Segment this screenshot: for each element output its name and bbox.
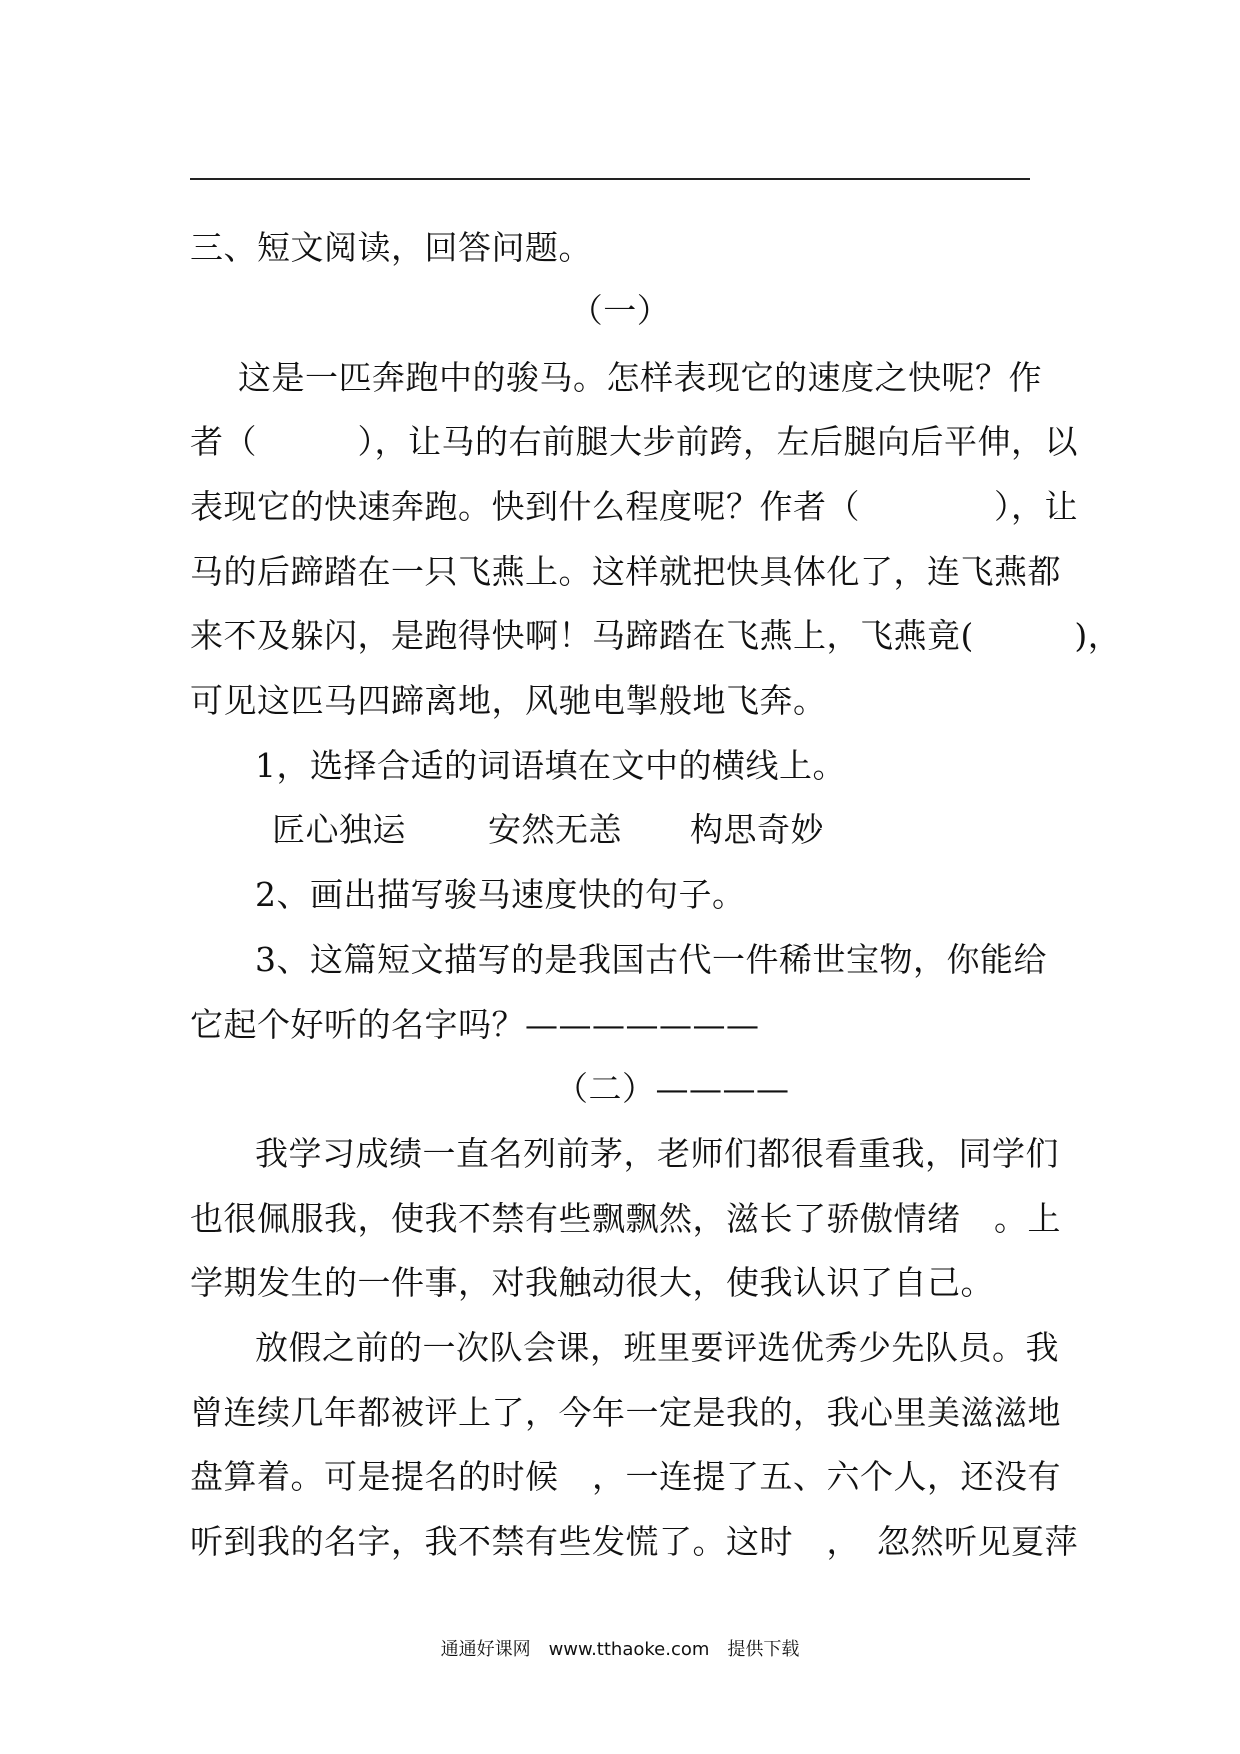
- passage-two-line-4: 放假之前的一次队会课，班里要评选优秀少先队员。我: [255, 1328, 1059, 1367]
- question-3-line-2: 它起个好听的名字吗？———————: [190, 1005, 760, 1044]
- passage-two-line-1: 我学习成绩一直名列前茅，老师们都很看重我，同学们: [255, 1134, 1059, 1173]
- word-choice-2: 安然无恙: [488, 810, 622, 849]
- word-choice-3: 构思奇妙: [690, 810, 824, 849]
- passage-two-line-7: 听到我的名字，我不禁有些发慌了。这时 ， 忽然听见夏萍: [190, 1522, 1078, 1561]
- passage-one-line-6: 可见这匹马四蹄离地，风驰电掣般地飞奔。: [190, 681, 827, 720]
- passage-two-line-3: 学期发生的一件事，对我触动很大，使我认识了自己。: [190, 1263, 994, 1302]
- passage-one-line-2: 者（ ），让马的右前腿大步前跨，左后腿向后平伸，以: [190, 422, 1078, 461]
- passage-two-line-5: 曾连续几年都被评上了，今年一定是我的，我心里美滋滋地: [190, 1393, 1061, 1432]
- passage-two-line-2: 也很佩服我，使我不禁有些飘飘然，滋长了骄傲情绪 。上: [190, 1199, 1061, 1238]
- question-2: 2、画出描写骏马速度快的句子。: [255, 875, 746, 914]
- question-1: 1，选择合适的词语填在文中的横线上。: [255, 746, 846, 785]
- word-choice-1: 匠心独运: [272, 810, 406, 849]
- passage-one-line-4: 马的后蹄踏在一只飞燕上。这样就把快具体化了，连飞燕都: [190, 552, 1061, 591]
- passage-two-title: （二）————: [555, 1069, 790, 1108]
- section-heading: 三、短文阅读，回答问题。: [190, 228, 592, 267]
- page-footer: 通通好课网 www.tthaoke.com 提供下载: [440, 1639, 800, 1660]
- passage-one-line-5: 来不及躲闪，是跑得快啊！马蹄踏在飞燕上，飞燕竟( )，: [190, 616, 1122, 655]
- passage-one-line-3: 表现它的快速奔跑。快到什么程度呢？作者（ ），让: [190, 487, 1078, 526]
- passage-one-title: （一）: [569, 291, 671, 330]
- question-3-line-1: 3、这篇短文描写的是我国古代一件稀世宝物，你能给: [255, 940, 1047, 979]
- passage-one-line-1: 这是一匹奔跑中的骏马。怎样表现它的速度之快呢？作: [238, 358, 1042, 397]
- passage-two-line-6: 盘算着。可是提名的时候 ，一连提了五、六个人，还没有: [190, 1457, 1061, 1496]
- top-answer-rule: [190, 178, 1030, 180]
